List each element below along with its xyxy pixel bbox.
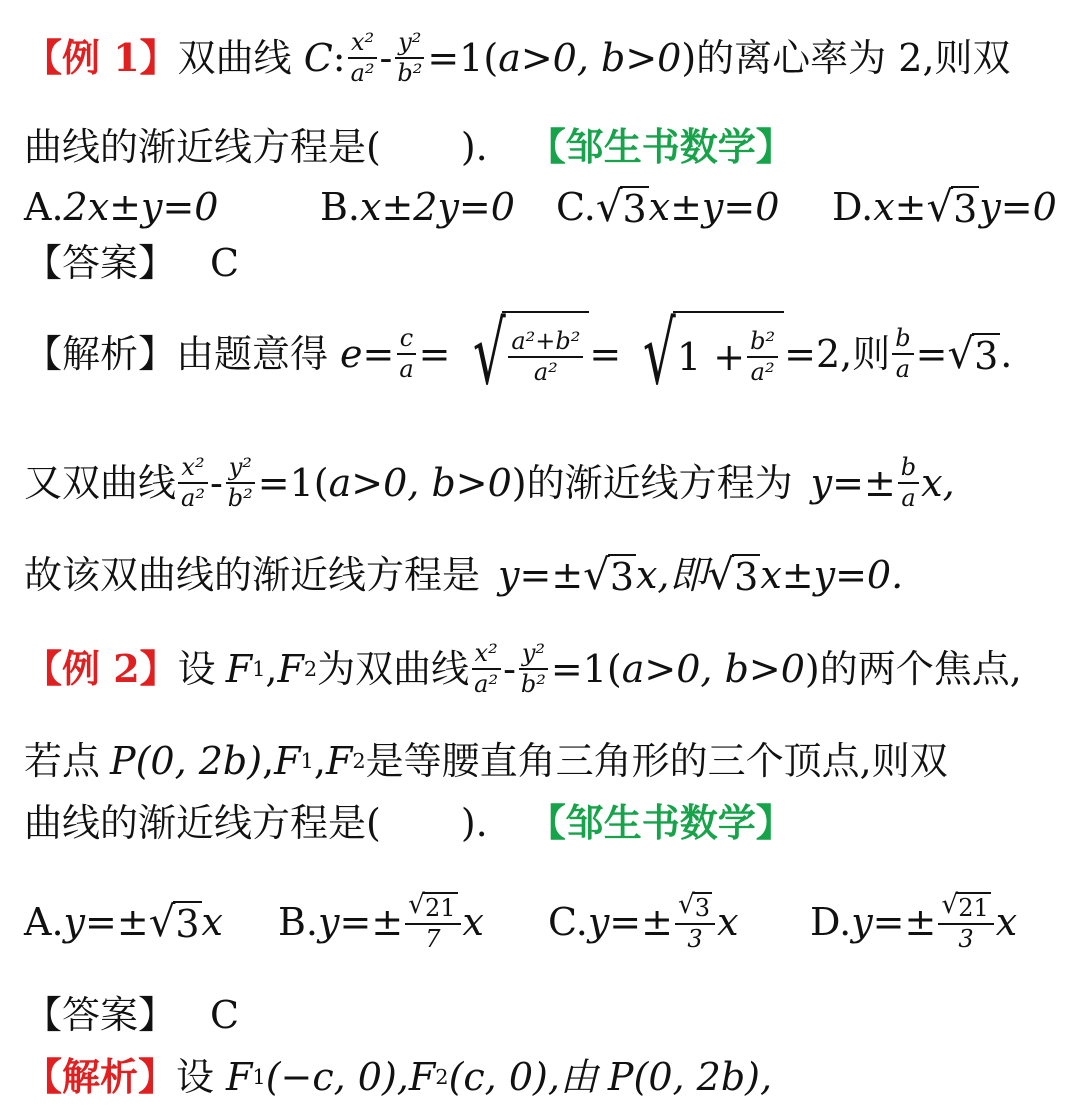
- ex1-line-1: 【例 1】 双曲线 C : $\frac{\text{x²}}{\text{a²}}$ - $\frac{\text{y²}}{\text{b²}}$ =1( a>0, b>0 )的离心率为 2,则双: [24, 28, 1011, 88]
- ex1-tag: 【例 1】: [24, 35, 178, 81]
- frac-b-a: $\frac{b}{a}$: [892, 326, 913, 382]
- ex2-line-1: 【例 2】 设 F 1 , F 2 为双曲线 $\frac{\text{x²}}{\text{a²}}$ - $\frac{\text{y²}}{\text{b²}}$ =1( a>0, b>0 ) 的两个焦点,: [24, 638, 1022, 698]
- ex1-stem-a: 双曲线: [177, 36, 292, 81]
- ex1-answer: C: [210, 241, 240, 285]
- ex1-stem-b: )的离心率为 2,则双: [681, 36, 1011, 81]
- ex2-option-b: B. y=± √ 21 7 x: [278, 888, 484, 953]
- ex1-frac-x2a2: $\frac{\text{x²}}{\text{a²}}$: [348, 30, 378, 86]
- frac-c-a: $\frac{c}{a}$: [396, 326, 416, 382]
- ex2-option-d: D. y=± √ 21 3 x: [810, 888, 1018, 953]
- ex1-option-a: A. 2x±y=0: [24, 185, 219, 229]
- sqrt-symbol: √ 3: [947, 329, 999, 378]
- ex1-eq-tail: =1(: [427, 36, 499, 81]
- sqrt-symbol: √ 3: [707, 550, 759, 599]
- ex2-answer: C: [210, 993, 240, 1037]
- ex2-options: [24, 884, 1072, 960]
- ex1-option-d: D. x± √ 3 y=0: [832, 182, 1057, 231]
- ex2-analysis-label: 【解析】: [24, 1054, 177, 1099]
- ex2-line-2: 若点 P(0, 2b) , F 1 , F 2 是等腰直角三角形的三个顶点,则双: [24, 739, 948, 783]
- ex1-analysis-label: 【解析】: [24, 332, 177, 376]
- ex1-options: [24, 182, 1072, 231]
- ex1-curve: C: [303, 36, 333, 81]
- ex2-line-3: 曲线的渐近线方程是( ). 【邹生书数学】: [24, 800, 794, 845]
- ex2-answer-row: 【答案】 C: [24, 993, 240, 1037]
- sqrt-symbol: √ 1 + $\frac{\text{b²}}{\text{a²}}$: [621, 311, 784, 397]
- sqrt-symbol: √ 3: [583, 550, 634, 599]
- ex1-option-b: B. x±2y=0: [320, 185, 515, 229]
- ex1-line-c: 故该双曲线的渐近线方程是 y=± √ 3 x,即 √ 3 x±y=0.: [24, 550, 904, 599]
- ex1-option-c: C. √ 3 x±y=0: [556, 182, 780, 231]
- sqrt-symbol: √ 3: [595, 182, 647, 231]
- sqrt-symbol: √ $\frac{\text{a²+b²}}{\text{a²}}$: [451, 311, 590, 397]
- sqrt-symbol: √ 3: [148, 897, 200, 946]
- ex1-answer-label: 【答案】: [24, 241, 177, 285]
- ex1-analysis-a: 由题意得: [176, 332, 329, 376]
- ex2-tag: 【例 2】: [24, 646, 178, 691]
- ex1-frac-y2b2: $\frac{\text{y²}}{\text{b²}}$: [394, 30, 425, 86]
- ex1-line-b: 又双曲线 $\frac{\text{x²}}{\text{a²}}$ - $\frac{\text{y²}}{\text{b²}}$ =1( a>0, b>0 ) 的渐近线方程为 y=± $\frac{b}{a}$ x,: [24, 452, 955, 512]
- ex2-brand: 【邹生书数学】: [527, 800, 794, 845]
- ex1-cond: a>0, b>0: [498, 36, 682, 81]
- ex2-option-a: A. y=± √ 3 x: [24, 897, 223, 946]
- sqrt-symbol: √ 3: [926, 182, 978, 231]
- ex1-brand: 【邹生书数学】: [527, 124, 794, 169]
- ex2-analysis-row: 【解析】 设 F 1 (−c, 0), F 2 (c, 0),由 P(0, 2b),: [24, 1054, 773, 1099]
- ex1-stem-c: 曲线的渐近线方程是(: [24, 125, 381, 169]
- ex1-answer-row: [24, 241, 1072, 285]
- ex1-line-2: [24, 124, 1072, 169]
- ex1-analysis-row: 【解析】 由题意得 e= $\frac{c}{a}$ = √ $\frac{\text{a²+b²}}{\text{a²}}$ = √ 1 + $\frac{\text{b²}}{\text{a²}}$ =2,则 $\frac{b}{a}$ = √ 3 .: [24, 304, 1013, 404]
- ex1-analysis-end: =2,则: [784, 332, 891, 376]
- ex2-option-c: C. y=± √ 3 3 x: [548, 888, 739, 953]
- ex1-stem-d: ).: [460, 125, 488, 169]
